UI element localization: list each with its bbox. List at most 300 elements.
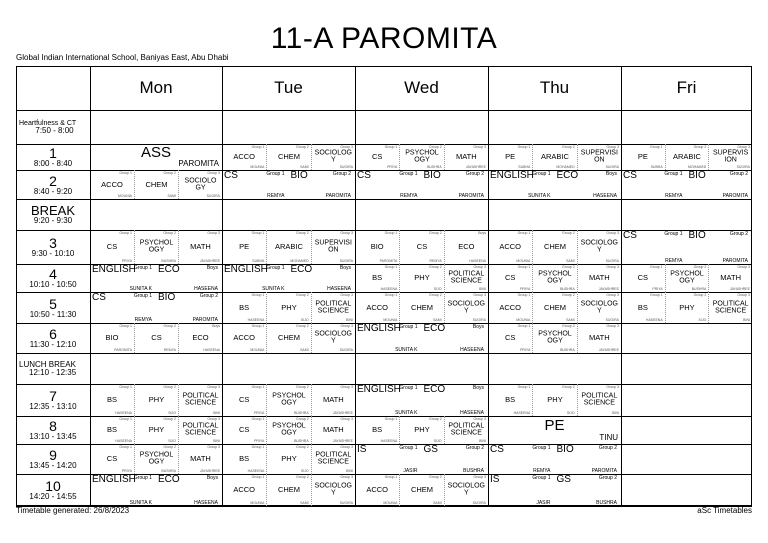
teacher-name: MOUNIA [250,501,265,505]
lesson-slot [311,474,355,506]
lesson-slot [222,444,266,474]
teacher-name: SUGIRA [472,318,486,322]
lesson-slot [90,170,134,199]
subject-name: MATH [588,273,610,283]
subject-name: IS [357,444,367,455]
period-time: 8:00 - 8:40 [33,159,73,168]
group-label: Boys [605,171,617,177]
subject-name: PHY [414,273,430,283]
timetable-cell [222,323,355,353]
subject-name: ASS [140,144,171,161]
subject-name: ACCO [499,302,521,312]
subject-name: POLITICAL SCIENCE [581,392,618,407]
group-label: Group 3 [340,231,353,235]
subject-name: BS [505,395,516,405]
teacher-name: HASEENA [645,318,663,322]
subject-name: ECO [192,333,209,343]
group-label: Group 1 [251,417,265,421]
teacher-name: HASEENA [469,259,486,263]
group-label: Group 1 [517,145,531,149]
lesson-slot [488,264,532,292]
teacher-name: SUGIRA [472,501,486,505]
subject-name: CS [238,395,250,405]
group-label: Group 1 [384,231,398,235]
teacher-name: HASEENA [460,347,484,353]
lesson-slot [311,323,355,353]
lesson-slot [178,323,222,353]
lesson-slot [399,474,443,506]
group-label: Group 1 [384,417,398,421]
subject-name: CS [238,425,250,435]
teacher-name: BUSHRA [560,348,575,352]
lesson-slot [532,384,576,416]
row-label [16,230,90,264]
subject-name: PHY [148,395,165,405]
subject-name: MATH [322,425,344,435]
subject-name: ECO [290,264,313,275]
group-label: Group 1 [517,385,531,389]
lesson-slot [532,292,576,323]
subject-name: ECO [556,170,579,181]
group-label: Group 1 [517,231,531,235]
day-header-mon: Mon [139,78,173,97]
period-time: 8:40 - 9:20 [33,186,73,196]
teacher-name: JAYASHREE [598,348,619,352]
subject-name: SOCIOLOGY [184,177,217,192]
lesson-slot [665,144,709,170]
subject-name: CHEM [277,152,301,162]
group-label: Group 3 [473,293,486,297]
lesson-slot [621,230,687,264]
lesson-slot [355,444,422,474]
group-label: Boys [206,475,218,481]
lesson-slot [665,292,709,323]
lesson-slot [156,264,222,292]
row-label [16,384,90,416]
timetable-cell [488,264,621,292]
row-label [16,474,90,506]
group-label: Group 1 [399,385,418,391]
group-label: Group 2 [296,385,309,389]
group-label: Group 3 [473,265,486,269]
timetable-cell [90,292,222,323]
subject-name: PSYCHOLOGY [139,239,174,254]
page-title: 11-A PAROMITA [270,22,498,55]
group-label: Group 3 [207,171,220,175]
lesson-slot [399,292,443,323]
group-label: Group 2 [429,417,442,421]
group-label: Group 1 [119,445,132,449]
teacher-name: SAMI [167,194,176,198]
group-label: Group 2 [296,324,309,328]
lesson-slot [156,474,222,506]
teacher-name: HASEENA [513,411,531,415]
teacher-name: BINI [346,318,353,322]
teacher-name: REMYA [533,468,551,474]
group-label: Group 1 [532,171,551,177]
teacher-name: SUNITA K [395,347,418,353]
lesson-slot [222,264,289,292]
subject-name: CS [106,454,118,464]
group-label: Group 3 [473,145,486,149]
timetable-cell [621,292,752,323]
teacher-name: BINI [213,439,220,443]
group-label: Group 3 [340,293,353,297]
teacher-name: BUSHRA [427,165,442,169]
lesson-slot [621,144,665,170]
timetable-cell [488,474,621,506]
lesson-slot [222,323,266,353]
subject-name: PE [544,417,565,434]
group-label: Group 2 [562,293,575,297]
group-label: Group 1 [664,171,683,177]
timetable-cell [222,264,355,292]
subject-name: SOCIOLOGY [580,239,618,254]
teacher-name: PAROMITA [379,259,398,263]
group-label: Group 2 [163,171,176,175]
lesson-slot [134,323,178,353]
lesson-slot [488,384,532,416]
subject-name: MATH [322,395,344,405]
group-label: Group 2 [562,385,575,389]
lesson-slot [355,323,422,353]
subject-name: CS [504,273,516,283]
lesson-slot [222,230,266,264]
subject-name: BIO [105,333,119,343]
lesson-slot [222,384,266,416]
teacher-name: REMYA [134,317,152,323]
teacher-name: BINI [743,318,750,322]
period-time: 12:35 - 13:10 [29,402,77,411]
group-label: Group 2 [296,145,309,149]
subject-name: ACCO [101,179,123,189]
subject-name: MATH [455,152,477,162]
lesson-slot [90,474,156,506]
group-label: Group 1 [399,324,418,330]
subject-name: PHY [547,395,563,405]
subject-name: CHEM [145,179,168,189]
group-label: Group 1 [650,293,663,297]
group-label: Group 1 [251,324,265,328]
group-label: Group 1 [266,171,285,177]
teacher-name: JAYASHREE [465,165,486,169]
day-header-tue: Tue [274,78,303,97]
subject-name: BIO [556,444,574,455]
subject-name: ACCO [233,333,255,343]
group-label: Group 3 [340,385,353,389]
lesson-slot [621,170,687,199]
timetable-cell [355,384,488,416]
subject-name: PSYCHOLOGY [139,451,174,466]
timetable-cell [355,292,488,323]
teacher-name: SUNITA K [262,286,285,292]
teacher-name: PRIYA [652,287,663,291]
lesson-slot [577,264,621,292]
lesson-slot [222,474,266,506]
lesson-slot [444,144,488,170]
lesson-slot [355,416,399,444]
group-label: Group 3 [737,265,750,269]
timetable-cell [488,323,621,353]
teacher-name: REMYA [267,193,285,199]
teacher-name: SUBHA [650,165,663,169]
period-number: 8 [49,418,57,434]
teacher-name: SUGIRA [339,259,353,263]
teacher-name: SAMI [433,501,442,505]
teacher-name: PRIYA [121,259,132,263]
lesson-slot [577,323,621,353]
timetable-cell [621,230,752,264]
period-number: 6 [49,326,57,342]
period-number: 9 [49,447,57,463]
timetable-cell [621,323,752,353]
subject-name: CHEM [410,485,434,495]
subject-name: PSYCHOLOGY [538,270,572,285]
subject-name: BIO [158,292,176,303]
header-divider [16,110,752,111]
teacher-name: BINI [479,439,486,443]
subject-name: SUPERVISION [713,149,749,164]
group-label: Group 1 [251,231,265,235]
group-label: Group 3 [473,417,486,421]
lesson-slot [488,323,532,353]
teacher-name: SUBHA [518,165,531,169]
subject-name: CHEM [410,302,434,312]
teacher-name: SUGIRA [206,194,220,198]
subject-name: CS [416,242,428,252]
teacher-name: SIJO [300,318,309,322]
group-label: Group 2 [693,145,707,149]
teacher-name: MOHAMED [290,259,309,263]
subject-name: ARABIC [541,152,569,162]
teacher-name: JAYASHREE [199,259,220,263]
teacher-name: SUGIRA [605,318,619,322]
teacher-name: PRIYA [520,348,531,352]
subject-name: PE [637,152,648,162]
group-label: Group 1 [384,293,398,297]
group-label: Group 2 [429,265,442,269]
lesson-slot [222,292,266,323]
subject-name: PE [505,152,516,162]
subject-name: ACCO [366,485,388,495]
group-label: Boys [206,265,218,271]
lesson-slot [532,144,576,170]
subject-name: POLITICAL SCIENCE [182,392,219,407]
lesson-slot [488,474,555,506]
teacher-name: MOUNIA [250,348,265,352]
period-number: 5 [49,295,57,312]
lesson-slot [687,230,753,264]
lesson-slot [90,444,134,474]
group-label: Boys [472,324,484,330]
lesson-slot [355,170,422,199]
teacher-name: SIJO [168,439,176,443]
lesson-slot [422,323,489,353]
teacher-name: BUSHRA [463,468,484,474]
row-label [16,144,90,170]
lesson-slot [444,292,488,323]
subject-name: MATH [720,273,741,283]
subject-name: MATH [588,333,610,343]
lesson-slot [687,170,753,199]
group-label: Group 3 [340,145,353,149]
lesson-slot [488,444,555,474]
timetable-cell [355,323,488,353]
teacher-name: PRIYA [387,165,398,169]
period-time: 10:50 - 11:30 [29,309,77,319]
group-label: Group 2 [163,417,176,421]
group-label: Group 3 [207,417,220,421]
teacher-name: JAYASHREE [598,287,619,291]
lesson-slot [488,170,555,199]
period-time: 14:20 - 14:55 [29,492,77,501]
timetable-cell [621,444,752,474]
subject-name: PE [239,242,250,252]
teacher-name: SAMI [566,259,575,263]
lesson-slot [532,230,576,264]
teacher-name: PAROMITA [325,193,351,199]
teacher-name: HASEENA [247,318,265,322]
teacher-name: REMYA [665,258,683,264]
lesson-slot [289,264,356,292]
period-number: 2 [49,172,57,189]
subject-name: POLITICAL SCIENCE [448,422,485,437]
subject-name: BIO [688,230,706,241]
group-label: Group 2 [163,324,176,328]
row-divider [16,199,752,200]
timetable-cell [222,230,355,264]
subject-name: BIO [290,170,308,181]
subject-name: SUPERVISION [580,149,618,164]
subject-name: ACCO [233,485,255,495]
timetable-cell [222,170,355,199]
teacher-name: PAROMITA [178,159,219,168]
teacher-name: SIJO [168,411,176,415]
teacher-name: SUGIRA [736,165,750,169]
teacher-name: HASEENA [115,439,132,443]
timetable-cell [355,170,488,199]
group-label: Group 3 [606,324,619,328]
teacher-name: SUGIRA [339,348,353,352]
subject-name: SOCIOLOGY [447,482,485,497]
group-label: Group 1 [251,475,265,479]
subject-name: PSYCHOLOGY [670,270,704,285]
group-label: Boys [339,265,351,271]
group-label: Group 1 [384,145,398,149]
subject-name: PHY [148,425,165,435]
group-label: Group 3 [606,145,619,149]
lesson-slot [134,230,178,264]
group-label: Group 2 [465,445,484,451]
subject-name: PSYCHOLOGY [405,149,439,164]
row-label [16,199,90,230]
subject-name: CHEM [277,333,301,343]
subject-name: CS [623,230,637,241]
row-label [16,444,90,474]
subject-name: ARABIC [275,242,303,252]
timetable-cell [90,264,222,292]
lesson-slot [399,144,443,170]
teacher-name: PRIYA [254,439,265,443]
teacher-name: BINI [612,411,619,415]
subject-name: CS [92,292,106,303]
group-label: Group 1 [532,475,551,481]
lesson-slot [90,230,134,264]
subject-name: ECO [423,323,446,334]
lesson-slot [355,144,399,170]
teacher-name: HASEENA [327,286,351,292]
group-label: Group 2 [729,231,748,237]
subject-name: GS [556,474,571,485]
teacher-name: MOHAMED [688,165,707,169]
lesson-slot [90,323,134,353]
subject-name: POLITICAL SCIENCE [315,451,352,466]
teacher-name: JASIR [536,500,551,506]
teacher-name: PRIYA [254,411,265,415]
timetable-cell [488,292,621,323]
group-label: Group 1 [251,445,265,449]
subject-name: ECO [458,242,475,252]
subject-name: PHY [281,454,297,464]
lesson-slot [621,264,665,292]
subject-name: SUPERVISION [314,239,352,254]
lesson-slot [422,444,489,474]
timetable-cell [621,264,752,292]
teacher-name: PAROMITA [591,468,617,474]
teacher-name: HASEENA [380,287,398,291]
teacher-name: BUSHRA [294,439,309,443]
teacher-name: MOUNIA [250,165,265,169]
lesson-slot [577,144,621,170]
teacher-name: HASEENA [115,411,132,415]
subject-name: CS [623,170,637,181]
subject-name: SOCIOLOGY [580,300,618,315]
teacher-name: JASIR [403,468,418,474]
lesson-slot [178,416,222,444]
teacher-name: HASEENA [460,410,484,416]
subject-name: ENGLISH [357,384,401,395]
row-divider [16,353,752,354]
teacher-name: JAYASHREE [199,469,220,473]
lesson-slot [178,444,222,474]
group-label: Group 2 [598,475,617,481]
timetable-cell [355,474,488,506]
teacher-name: MOUNIA [118,194,132,198]
lesson-slot [134,444,178,474]
subject-name: BIO [688,170,706,181]
timetable-cell [222,292,355,323]
teacher-name: PAROMITA [114,348,132,352]
timetable-cell [90,323,222,353]
lesson-slot [311,416,355,444]
special-label: Heartfulness & CT [19,119,77,127]
teacher-name: SAMI [433,318,442,322]
group-label: Group 1 [251,293,265,297]
group-label: Group 3 [737,145,750,149]
teacher-name: SIJO [433,439,442,443]
group-label: Group 2 [163,231,176,235]
subject-name: BS [372,425,383,435]
subject-name: POLITICAL SCIENCE [712,300,749,315]
subject-name: GS [423,444,438,455]
teacher-name: SUNITA K [129,286,152,292]
group-label: Group 1 [664,231,683,237]
break-label: BREAK [30,203,76,218]
teacher-name: JAYASHREE [332,411,353,415]
special-time: 12:10 - 12:35 [29,367,77,377]
lesson-slot [355,264,399,292]
teacher-name: BINI [479,287,486,291]
